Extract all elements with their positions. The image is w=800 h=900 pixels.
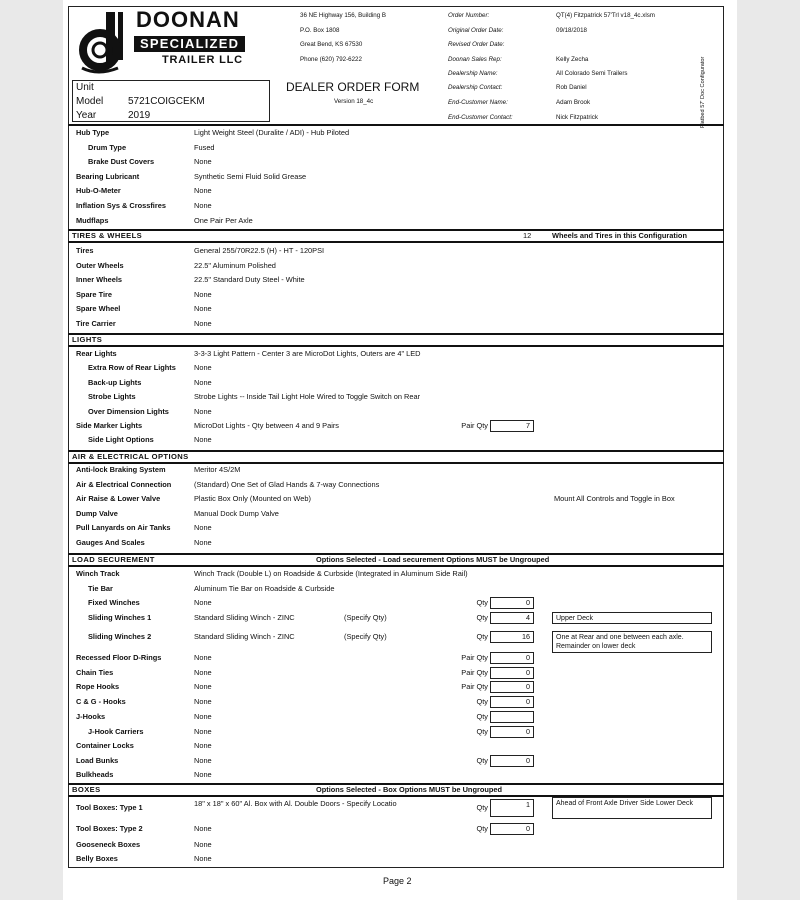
row-label: Inflation Sys & Crossfires: [76, 201, 166, 210]
row-label: Rear Lights: [76, 349, 117, 358]
row-value: Fused: [194, 142, 215, 152]
year-value: 2019: [128, 110, 151, 121]
row-value: Standard Sliding Winch - ZINC: [194, 632, 295, 641]
section-header-load: LOAD SECUREMENT: [72, 555, 155, 564]
model-value: 5721COIGCEKM: [128, 96, 205, 107]
qty-input[interactable]: 0: [490, 652, 534, 664]
specify-qty-text: (Specify Qty): [344, 632, 387, 641]
row-label: Drum Type: [88, 142, 127, 152]
row-value: 3-3-3 Light Pattern - Center 3 are MicroDot Lights, Outers are 4" LED: [194, 349, 421, 358]
order-info-value: 09/18/2018: [556, 27, 587, 34]
row-value: None: [194, 653, 212, 662]
qty-input[interactable]: 16: [490, 631, 534, 643]
row-value: None: [194, 770, 212, 779]
row-label: Air Raise & Lower Valve: [76, 494, 161, 504]
order-info-value: Adam Brook: [556, 99, 591, 106]
row-label: Side Marker Lights: [76, 421, 143, 430]
logo-d-mark: [78, 10, 130, 74]
order-info-value: All Colorado Semi Trailers: [556, 70, 628, 77]
row-label: Back-up Lights: [88, 377, 142, 387]
qty-label: Qty: [476, 727, 488, 736]
row-label: Dump Valve: [76, 508, 118, 518]
qty-label: Qty: [476, 697, 488, 706]
qty-label: Qty: [476, 632, 488, 641]
note-box[interactable]: Ahead of Front Axle Driver Side Lower Deck: [552, 797, 712, 819]
order-info-label: Revised Order Date:: [448, 41, 505, 48]
row-value: Winch Track (Double L) on Roadside & Curbside (Integrated in Aluminum Side Rail): [194, 569, 468, 578]
tires-count: 12: [523, 231, 532, 240]
qty-input[interactable]: 0: [490, 726, 534, 738]
row-value: None: [194, 727, 212, 736]
qty-input[interactable]: 0: [490, 681, 534, 693]
order-info-label: End-Customer Contact:: [448, 114, 513, 121]
qty-label: Qty: [476, 756, 488, 765]
row-label: Pull Lanyards on Air Tanks: [76, 523, 171, 533]
order-info-value: Nick Fitzpatrick: [556, 114, 598, 121]
row-label: Sliding Winches 2: [88, 632, 152, 641]
row-value: None: [194, 712, 212, 721]
row-label: Tire Carrier: [76, 319, 116, 328]
row-label: C & G - Hooks: [76, 697, 126, 706]
row-label: Side Light Options: [88, 435, 154, 445]
row-label: Chain Ties: [76, 668, 114, 677]
row-value: None: [194, 682, 212, 691]
row-note: Mount All Controls and Toggle in Box: [554, 494, 675, 504]
specify-qty-text: (Specify Qty): [344, 613, 387, 622]
row-label: Anti-lock Braking System: [76, 465, 166, 474]
row-value: General 255/70R22.5 (H) - HT - 120PSI: [194, 246, 325, 255]
form-version: Version 18_4c: [334, 98, 374, 105]
load-subheader: Options Selected - Load securement Options MUST be Ungrouped: [316, 555, 550, 564]
row-value: None: [194, 201, 212, 210]
qty-input[interactable]: 4: [490, 612, 534, 624]
logo-name-trailer: TRAILER LLC: [162, 54, 243, 66]
row-label: Spare Wheel: [76, 304, 121, 314]
row-label: Tires: [76, 246, 94, 255]
row-label: Tie Bar: [88, 584, 113, 593]
row-value: None: [194, 186, 212, 196]
row-value: Strobe Lights -- Inside Tail Light Hole Wired to Toggle Switch on Rear: [194, 392, 421, 402]
qty-label: Pair Qty: [461, 668, 488, 677]
section-header-boxes: BOXES: [72, 785, 101, 794]
row-value: None: [194, 363, 212, 373]
qty-label: Qty: [476, 824, 488, 833]
form-frame: [68, 6, 724, 868]
order-info-label: Doonan Sales Rep:: [448, 56, 502, 63]
row-label: Fixed Winches: [88, 598, 140, 607]
row-label: J-Hooks: [76, 712, 106, 721]
row-value: (Standard) One Set of Glad Hands & 7-way Connections: [194, 479, 380, 489]
logo-name-specialized: SPECIALIZED: [134, 36, 245, 52]
row-label: Hub-O-Meter: [76, 186, 121, 196]
row-value: None: [194, 377, 212, 387]
row-value: MicroDot Lights - Qty between 4 and 9 Pairs: [194, 421, 340, 430]
order-info-label: End-Customer Name:: [448, 99, 508, 106]
row-value: None: [194, 523, 212, 533]
row-label: Strobe Lights: [88, 392, 136, 402]
section-divider: [68, 333, 724, 335]
header-divider: [68, 124, 724, 126]
boxes-subheader: Options Selected - Box Options MUST be Ungrouped: [316, 785, 503, 794]
row-value: None: [194, 406, 212, 416]
section-divider: [68, 345, 724, 347]
row-label: Spare Tire: [76, 289, 113, 299]
row-label: Hub Type: [76, 128, 110, 137]
row-label: Load Bunks: [76, 756, 119, 765]
section-header-tires: TIRES & WHEELS: [72, 231, 143, 240]
row-label: Recessed Floor D-Rings: [76, 653, 162, 662]
row-value: None: [194, 824, 212, 833]
unit-label: Unit: [76, 82, 94, 93]
logo-name-doonan: DOONAN: [136, 7, 240, 32]
form-title: DEALER ORDER FORM: [286, 80, 420, 94]
row-value: Plastic Box Only (Mounted on Web): [194, 494, 311, 504]
row-label: Brake Dust Covers: [88, 157, 155, 167]
order-info-label: Original Order Date:: [448, 27, 504, 34]
order-info-value: QT(4) Fitzpatrick 57'Trl v18_4c.xlsm: [556, 12, 655, 19]
row-label: Bearing Lubricant: [76, 171, 140, 181]
note-box[interactable]: One at Rear and one between each axle. Remainder on lower deck: [552, 631, 712, 653]
row-value: None: [194, 289, 212, 299]
row-label: Bulkheads: [76, 770, 114, 779]
row-value: None: [194, 435, 212, 445]
row-label: Over Dimension Lights: [88, 406, 169, 416]
row-label: Tool Boxes: Type 2: [76, 824, 143, 833]
side-vertical-text: Flatbed 57' Doc Configurator: [700, 56, 706, 128]
row-value: None: [194, 304, 212, 314]
tires-count-label: Wheels and Tires in this Configuration: [552, 231, 687, 240]
order-info-value: Kelly Zecha: [556, 56, 589, 63]
section-divider: [68, 565, 724, 567]
qty-label: Pair Qty: [461, 653, 488, 662]
row-label: Winch Track: [76, 569, 120, 578]
row-value: None: [194, 697, 212, 706]
section-header-lights: LIGHTS: [72, 335, 103, 344]
address-line-2: P.O. Box 1808: [300, 27, 340, 34]
qty-input[interactable]: 7: [490, 420, 534, 432]
page-number: Page 2: [383, 876, 412, 886]
row-value: Aluminum Tie Bar on Roadside & Curbside: [194, 584, 335, 593]
row-label: Gauges And Scales: [76, 538, 145, 547]
row-value: None: [194, 756, 212, 765]
row-label: Container Locks: [76, 741, 134, 750]
qty-label: Qty: [476, 598, 488, 607]
qty-input[interactable]: 0: [490, 597, 534, 609]
address-line-1: 36 NE Highway 156, Building B: [300, 12, 386, 19]
row-label: Tool Boxes: Type 1: [76, 803, 143, 812]
row-value: None: [194, 538, 212, 547]
row-value: None: [194, 741, 212, 750]
row-value: None: [194, 668, 212, 677]
note-box[interactable]: Upper Deck: [552, 612, 712, 624]
qty-label: Qty: [476, 712, 488, 721]
row-value: Meritor 4S/2M: [194, 465, 241, 474]
row-label: Belly Boxes: [76, 854, 118, 863]
address-line-3: Great Bend, KS 67530: [300, 41, 363, 48]
year-label: Year: [76, 110, 97, 121]
row-label: Mudflaps: [76, 215, 109, 225]
row-label: Gooseneck Boxes: [76, 840, 141, 849]
section-divider: [68, 241, 724, 243]
row-value: 18" x 18" x 60" Al. Box with Al. Double Doors - Specify Locatio: [194, 799, 397, 808]
row-value: None: [194, 598, 212, 607]
qty-input[interactable]: 0: [490, 696, 534, 708]
qty-input[interactable]: 0: [490, 755, 534, 767]
row-value: 22.5" Standard Duty Steel - White: [194, 275, 305, 285]
qty-label: Qty: [476, 613, 488, 622]
row-label: J-Hook Carriers: [88, 727, 144, 736]
row-value: None: [194, 840, 212, 849]
qty-input[interactable]: 1: [490, 799, 534, 817]
section-header-air: AIR & ELECTRICAL OPTIONS: [72, 452, 189, 461]
qty-input[interactable]: 0: [490, 823, 534, 835]
row-value: None: [194, 854, 212, 863]
qty-input[interactable]: 0: [490, 667, 534, 679]
row-value: Standard Sliding Winch - ZINC: [194, 613, 295, 622]
row-value: Light Weight Steel (Duralite / ADI) - Hub Piloted: [194, 128, 350, 137]
model-label: Model: [76, 96, 104, 107]
qty-label: Pair Qty: [461, 682, 488, 691]
row-label: Extra Row of Rear Lights: [88, 363, 176, 373]
qty-label: Pair Qty: [461, 421, 488, 430]
section-divider: [68, 462, 724, 464]
row-value: One Pair Per Axle: [194, 215, 253, 225]
row-label: Outer Wheels: [76, 260, 124, 270]
order-info-label: Dealership Contact:: [448, 84, 503, 91]
row-value: Synthetic Semi Fluid Solid Grease: [194, 171, 307, 181]
row-label: Inner Wheels: [76, 275, 122, 285]
row-value: Manual Dock Dump Valve: [194, 508, 279, 518]
row-label: Rope Hooks: [76, 682, 120, 691]
address-line-4: Phone (620) 792-6222: [300, 56, 362, 63]
row-value: None: [194, 157, 212, 167]
row-value: None: [194, 319, 212, 328]
order-info-label: Dealership Name:: [448, 70, 498, 77]
row-value: 22.5" Aluminum Polished: [194, 260, 276, 270]
order-info-label: Order Number:: [448, 12, 490, 19]
row-label: Air & Electrical Connection: [76, 479, 172, 489]
qty-input[interactable]: [490, 711, 534, 723]
qty-label: Qty: [476, 803, 488, 812]
order-info-value: Rob Daniel: [556, 84, 587, 91]
row-label: Sliding Winches 1: [88, 613, 152, 622]
